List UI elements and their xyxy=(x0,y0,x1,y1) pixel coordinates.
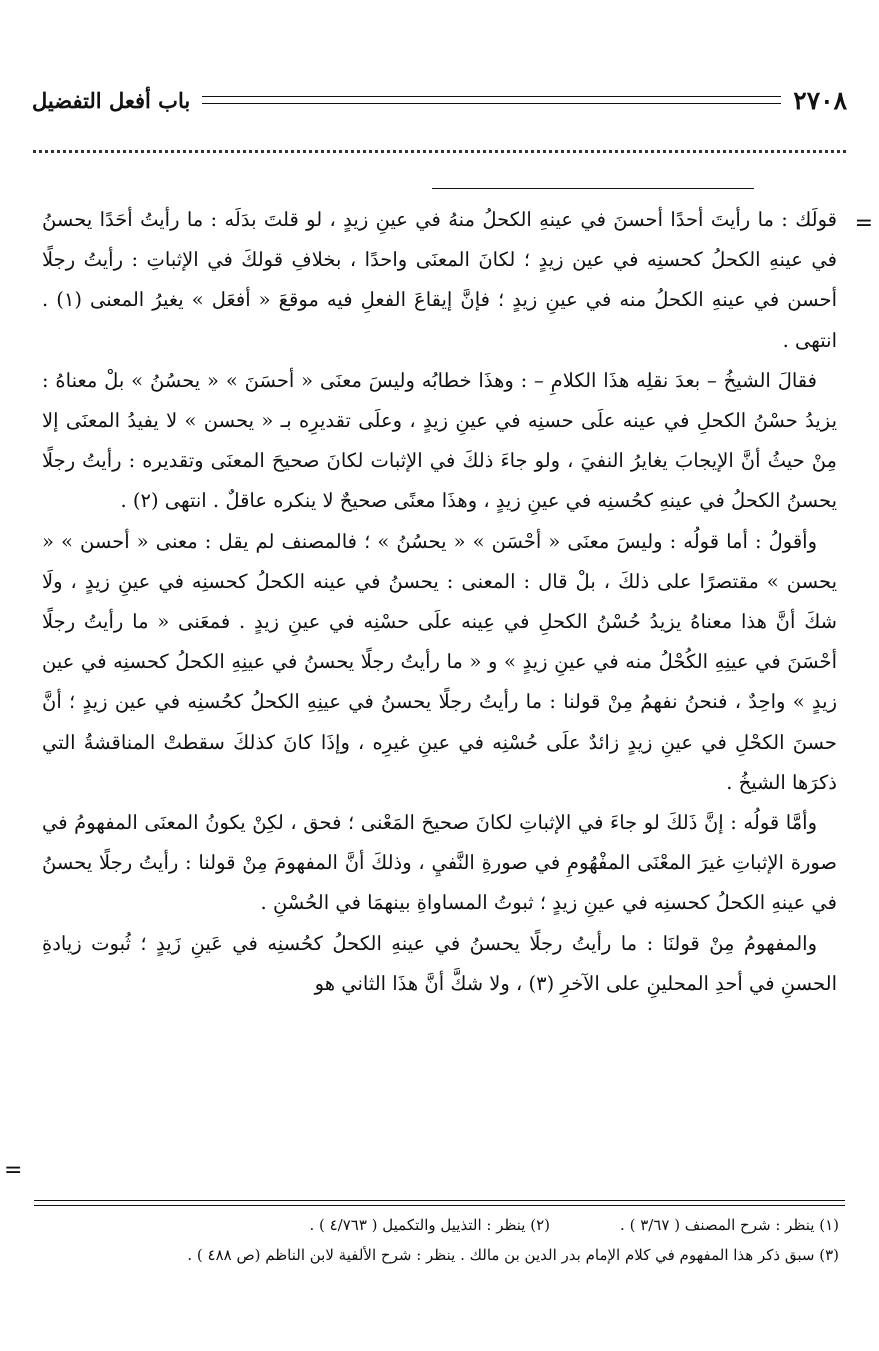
footnote-1: (١) ينظر : شرح المصنف ( ٣/٦٧ ) . xyxy=(620,1216,839,1234)
paragraph: فقالَ الشيخُ – بعدَ نقلِه هذَا الكلامِ – : وهذَا خطابُه وليسَ معنَى « أحسَنَ » « يحسُنُ » بلْ معناهُ : يزيدُ حسْنُ الكحلِ في عينه علَى حسنِه في عينِ زيدٍ ، وعلَى تقديرِه بـ « يحسن » لا يفيدُ المعنَى إلا مِنْ حيثُ أنَّ الإيجابَ يغايرُ النفيَ ، ولو جاءَ ذلكَ في الإثبات لكانَ صحيحَ المعنَى وتقديره : رأيتُ رجلًا يحسنُ الكحلُ في عينهِ كحُسنِه في عينِ زيدٍ ، وهذَا معنًى صحيحٌ لا ينكره عاقلٌ . انتهى (٢) . xyxy=(42,368,837,513)
page-header xyxy=(32,82,847,118)
header-rule xyxy=(202,96,781,104)
paragraph: قولَك : ما رأيتَ أحدًا أحسنَ في عينهِ الكحلُ منهُ في عينِ زيدٍ ، لو قلتَ بدَلَه : ما رأيتُ أحَدًا يحسنُ في عينهِ الكحلُ كحسنِه في عين زيدٍ ؛ لكانَ المعنَى واحدًا ، بخلافِ قولكَ في الإثباتِ : رأيتُ رجلًا أحسن في عينهِ الكحلُ منه في عينِ زيدٍ ؛ فإنَّ إيقاعَ الفعلِ فيه موقعَ « أفعَل » يغيرُ المعنى (١) . انتهى . xyxy=(42,208,837,352)
dotted-separator xyxy=(33,150,846,153)
main-text xyxy=(42,200,837,1004)
paragraph: وأقولُ : أما قولُه : وليسَ معنَى « أحْسَن » « يحسُنُ » ؛ فالمصنف لم يقل : معنى « أحسن » « يحسن » مقتصرًا على ذلكَ ، بلْ قال : المعنى : يحسنُ في عينه الكحلُ كحسنِه في عينِ زيدٍ ، ولَا شكَ أنَّ هذا معناهُ يزيدُ حُسْنُ الكحلِ في عِينه علَى حسْنِه في عينِ زيدٍ . فمعَنى « ما رأيتُ رجلًا أحْسَنَ في عينِهِ الكُحْلُ منه في عينِ زيدٍ » و « ما رأيتُ رجلًا يحسنُ في عينِهِ الكحلُ كحسنِه في عين زيدٍ » واحِدٌ ، فنحنُ نفهمُ مِنْ قولنا : ما رأيتُ رجلًا يحسنُ في عينِهِ الكحلُ كحُسنِه في عين زيدٍ ؛ أنَّ حسنَ الكحْلِ في عينِ زيدٍ زائدٌ علَى حُسْنِه في عينِ غيرِه ، وإذَا كانَ كذلكَ سقطتْ المناقشةُ التي ذكرَها الشيخُ . xyxy=(42,529,837,794)
continuation-rule xyxy=(432,188,754,189)
footnote-2: (٢) ينظر : التذييل والتكميل ( ٤/٧٦٣ ) . xyxy=(309,1216,551,1234)
page-number: ٢٧٠٨ xyxy=(793,85,847,115)
footnotes xyxy=(40,1210,839,1270)
continuation-mark-bottom: = xyxy=(4,1158,23,1183)
footnote-row xyxy=(40,1210,839,1240)
continuation-mark-top: = xyxy=(854,211,873,236)
paragraph: والمفهومُ مِنْ قولنَا : ما رأيتُ رجلًا يحسنُ في عينهِ الكحلُ كحُسنِه في عَينِ زَيدٍ ؛ ثُبوت زيادةِ الحسنِ في أحدِ المحلينِ على الآخرِ (٣) ، ولا شكَّ أنَّ هذَا الثاني هو xyxy=(42,931,837,995)
chapter-title: باب أفعل التفضيل xyxy=(32,87,191,113)
paragraph: وأمَّا قولُه : إنَّ ذَلكَ لو جاءَ في الإثباتِ لكانَ صحيحَ المَعْنى ؛ فحق ، لكِنْ يكونُ المعنَى المفهومُ في صورة الإثباتِ غيرَ المعْنَى المفْهُومِ في صورةِ النَّفيِ ، وذلكَ أنَّ المفهومَ مِنْ قولنا : رأيتُ رجلًا يحسنُ في عينهِ الكحلُ كحسنِه في عينِ زيدٍ ؛ ثبوتُ المساواةِ بينهمَا في الحُسْنِ . xyxy=(42,811,837,915)
footnote-rule xyxy=(34,1200,845,1206)
footnote-3: (٣) سبق ذكر هذا المفهوم في كلام الإمام بدر الدين بن مالك . ينظر : شرح الألفية لابن الناظم (ص ٤٨٨ ) . xyxy=(187,1246,839,1264)
